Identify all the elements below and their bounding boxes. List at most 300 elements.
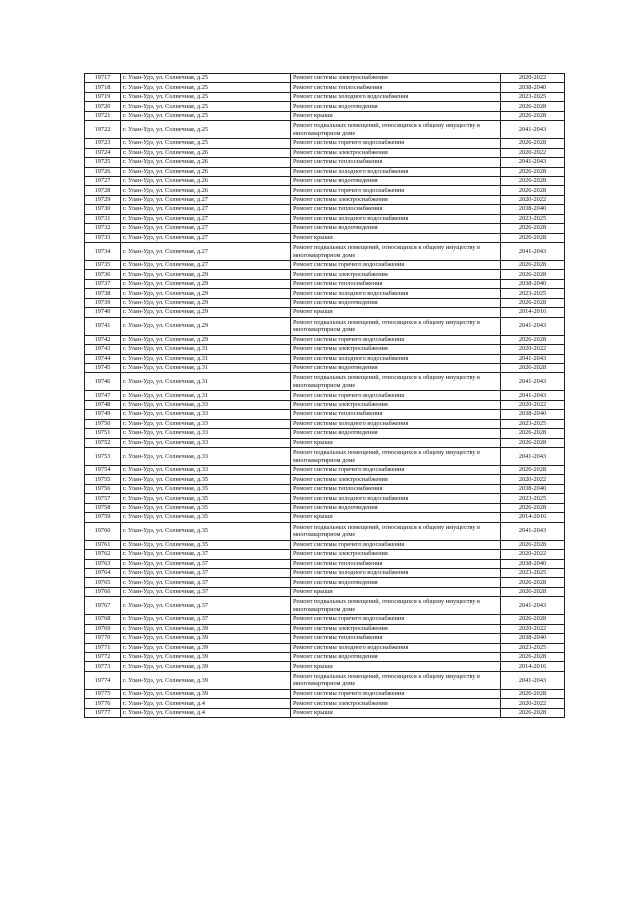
record-id-cell: 19746 [85, 373, 121, 391]
work-type-cell: Ремонт системы электроснабжения [291, 345, 501, 354]
record-id-cell: 19776 [85, 699, 121, 708]
record-id-cell: 19769 [85, 624, 121, 633]
period-cell: 2038-2040 [501, 410, 565, 419]
work-type-cell: Ремонт крыши [291, 587, 501, 596]
address-cell: г. Улан-Удэ, ул. Солнечная, д.37 [121, 559, 291, 568]
address-cell: г. Улан-Удэ, ул. Солнечная, д.39 [121, 662, 291, 671]
table-row [85, 634, 565, 643]
work-type-cell: Ремонт системы водоотведения [291, 578, 501, 587]
period-cell: 2023-2025 [501, 289, 565, 298]
work-type-cell: Ремонт системы холодного водоснабжения [291, 167, 501, 176]
record-id-cell: 19767 [85, 597, 121, 615]
record-id-cell: 19749 [85, 410, 121, 419]
record-id-cell: 19723 [85, 139, 121, 148]
work-type-cell: Ремонт системы теплоснабжения [291, 410, 501, 419]
record-id-cell: 19752 [85, 438, 121, 447]
period-cell: 2041-2043 [501, 391, 565, 400]
table-row [85, 111, 565, 120]
period-cell: 2026-2028 [501, 298, 565, 307]
period-cell: 2023-2025 [501, 494, 565, 503]
work-type-cell: Ремонт подвальных помещений, относящихся к общему имуществу в многоквартирном доме [291, 522, 501, 540]
work-type-cell: Ремонт крыши [291, 662, 501, 671]
record-id-cell: 19772 [85, 653, 121, 662]
record-id-cell: 19726 [85, 167, 121, 176]
table-row [85, 522, 565, 540]
record-id-cell: 19733 [85, 233, 121, 242]
period-cell: 2014-2016 [501, 513, 565, 522]
address-cell: г. Улан-Удэ, ул. Солнечная, д.31 [121, 345, 291, 354]
address-cell: г. Улан-Удэ, ул. Солнечная, д.37 [121, 550, 291, 559]
work-type-cell: Ремонт подвальных помещений, относящихся к общему имуществу в многоквартирном доме [291, 373, 501, 391]
address-cell: г. Улан-Удэ, ул. Солнечная, д.27 [121, 233, 291, 242]
work-type-cell: Ремонт системы теплоснабжения [291, 83, 501, 92]
table-row [85, 289, 565, 298]
record-id-cell: 19764 [85, 568, 121, 577]
table-row [85, 689, 565, 698]
address-cell: г. Улан-Удэ, ул. Солнечная, д.25 [121, 139, 291, 148]
work-type-cell: Ремонт системы холодного водоснабжения [291, 289, 501, 298]
work-type-cell: Ремонт системы теплоснабжения [291, 559, 501, 568]
table-row [85, 224, 565, 233]
table-row [85, 270, 565, 279]
address-cell: г. Улан-Удэ, ул. Солнечная, д.33 [121, 400, 291, 409]
table-row [85, 587, 565, 596]
table-row [85, 317, 565, 335]
period-cell: 2026-2028 [501, 466, 565, 475]
table-row [85, 195, 565, 204]
address-cell: г. Улан-Удэ, ул. Солнечная, д.29 [121, 317, 291, 335]
work-type-cell: Ремонт системы электроснабжения [291, 400, 501, 409]
address-cell: г. Улан-Удэ, ул. Солнечная, д.27 [121, 261, 291, 270]
period-cell: 2038-2040 [501, 559, 565, 568]
record-id-cell: 19757 [85, 494, 121, 503]
work-type-cell: Ремонт системы электроснабжения [291, 624, 501, 633]
period-cell: 2041-2043 [501, 158, 565, 167]
table-row [85, 400, 565, 409]
address-cell: г. Улан-Удэ, ул. Солнечная, д.35 [121, 475, 291, 484]
table-row [85, 419, 565, 428]
table-row [85, 308, 565, 317]
period-cell: 2026-2028 [501, 335, 565, 344]
record-id-cell: 19724 [85, 148, 121, 157]
table-row [85, 410, 565, 419]
period-cell: 2023-2025 [501, 419, 565, 428]
table-row [85, 391, 565, 400]
work-type-cell: Ремонт системы горячего водоснабжения [291, 139, 501, 148]
table-row [85, 494, 565, 503]
table-row [85, 568, 565, 577]
table-body [85, 74, 565, 718]
work-type-cell: Ремонт системы водоотведения [291, 176, 501, 185]
work-type-cell: Ремонт системы холодного водоснабжения [291, 214, 501, 223]
period-cell: 2023-2025 [501, 92, 565, 101]
work-type-cell: Ремонт системы электроснабжения [291, 699, 501, 708]
period-cell: 2020-2022 [501, 624, 565, 633]
work-type-cell: Ремонт системы электроснабжения [291, 148, 501, 157]
table-row [85, 466, 565, 475]
record-id-cell: 19762 [85, 550, 121, 559]
period-cell: 2026-2028 [501, 429, 565, 438]
address-cell: г. Улан-Удэ, ул. Солнечная, д.37 [121, 597, 291, 615]
table-row [85, 83, 565, 92]
address-cell: г. Улан-Удэ, ул. Солнечная, д.39 [121, 689, 291, 698]
period-cell: 2041-2043 [501, 354, 565, 363]
record-id-cell: 19763 [85, 559, 121, 568]
table-row [85, 699, 565, 708]
work-type-cell: Ремонт подвальных помещений, относящихся к общему имуществу в многоквартирном доме [291, 243, 501, 261]
record-id-cell: 19747 [85, 391, 121, 400]
period-cell: 2041-2043 [501, 373, 565, 391]
address-cell: г. Улан-Удэ, ул. Солнечная, д.4 [121, 708, 291, 717]
period-cell: 2014-2016 [501, 308, 565, 317]
period-cell: 2041-2043 [501, 671, 565, 689]
address-cell: г. Улан-Удэ, ул. Солнечная, д.33 [121, 466, 291, 475]
period-cell: 2020-2022 [501, 345, 565, 354]
work-type-cell: Ремонт системы холодного водоснабжения [291, 643, 501, 652]
record-id-cell: 19722 [85, 121, 121, 139]
period-cell: 2026-2028 [501, 176, 565, 185]
work-type-cell: Ремонт крыши [291, 233, 501, 242]
address-cell: г. Улан-Удэ, ул. Солнечная, д.25 [121, 102, 291, 111]
table-row [85, 429, 565, 438]
period-cell: 2041-2043 [501, 522, 565, 540]
address-cell: г. Улан-Удэ, ул. Солнечная, д.25 [121, 111, 291, 120]
table-row [85, 671, 565, 689]
work-type-cell: Ремонт системы водоотведения [291, 224, 501, 233]
address-cell: г. Улан-Удэ, ул. Солнечная, д.39 [121, 634, 291, 643]
period-cell: 2023-2025 [501, 214, 565, 223]
address-cell: г. Улан-Удэ, ул. Солнечная, д.31 [121, 354, 291, 363]
period-cell: 2020-2022 [501, 148, 565, 157]
period-cell: 2020-2022 [501, 74, 565, 83]
address-cell: г. Улан-Удэ, ул. Солнечная, д.25 [121, 74, 291, 83]
record-id-cell: 19765 [85, 578, 121, 587]
record-id-cell: 19736 [85, 270, 121, 279]
table-row [85, 438, 565, 447]
address-cell: г. Улан-Удэ, ул. Солнечная, д.35 [121, 540, 291, 549]
work-type-cell: Ремонт системы теплоснабжения [291, 484, 501, 493]
address-cell: г. Улан-Удэ, ул. Солнечная, д.39 [121, 653, 291, 662]
table-row [85, 354, 565, 363]
record-id-cell: 19732 [85, 224, 121, 233]
address-cell: г. Улан-Удэ, ул. Солнечная, д.26 [121, 148, 291, 157]
period-cell: 2026-2028 [501, 708, 565, 717]
record-id-cell: 19743 [85, 345, 121, 354]
work-type-cell: Ремонт системы электроснабжения [291, 550, 501, 559]
table-row [85, 214, 565, 223]
work-type-cell: Ремонт системы горячего водоснабжения [291, 615, 501, 624]
work-type-cell: Ремонт подвальных помещений, относящихся к общему имуществу в многоквартирном доме [291, 597, 501, 615]
record-id-cell: 19773 [85, 662, 121, 671]
period-cell: 2026-2028 [501, 363, 565, 372]
work-type-cell: Ремонт системы горячего водоснабжения [291, 261, 501, 270]
record-id-cell: 19727 [85, 176, 121, 185]
address-cell: г. Улан-Удэ, ул. Солнечная, д.37 [121, 615, 291, 624]
address-cell: г. Улан-Удэ, ул. Солнечная, д.31 [121, 363, 291, 372]
table-row [85, 559, 565, 568]
work-type-cell: Ремонт крыши [291, 438, 501, 447]
record-id-cell: 19771 [85, 643, 121, 652]
table-row [85, 233, 565, 242]
record-id-cell: 19750 [85, 419, 121, 428]
period-cell: 2026-2028 [501, 270, 565, 279]
record-id-cell: 19768 [85, 615, 121, 624]
work-type-cell: Ремонт подвальных помещений, относящихся к общему имуществу в многоквартирном доме [291, 121, 501, 139]
table-row [85, 102, 565, 111]
period-cell: 2014-2016 [501, 662, 565, 671]
table-row [85, 167, 565, 176]
address-cell: г. Улан-Удэ, ул. Солнечная, д.37 [121, 587, 291, 596]
work-type-cell: Ремонт системы электроснабжения [291, 74, 501, 83]
period-cell: 2026-2028 [501, 102, 565, 111]
period-cell: 2020-2022 [501, 400, 565, 409]
work-type-cell: Ремонт системы водоотведения [291, 503, 501, 512]
work-type-cell: Ремонт крыши [291, 708, 501, 717]
table-row [85, 615, 565, 624]
record-id-cell: 19745 [85, 363, 121, 372]
address-cell: г. Улан-Удэ, ул. Солнечная, д.35 [121, 494, 291, 503]
table-row [85, 597, 565, 615]
table-row [85, 335, 565, 344]
record-id-cell: 19737 [85, 279, 121, 288]
repair-schedule-table [84, 73, 565, 718]
record-id-cell: 19748 [85, 400, 121, 409]
table-row [85, 139, 565, 148]
table-row [85, 475, 565, 484]
record-id-cell: 19777 [85, 708, 121, 717]
work-type-cell: Ремонт крыши [291, 111, 501, 120]
period-cell: 2026-2028 [501, 111, 565, 120]
table-row [85, 653, 565, 662]
record-id-cell: 19739 [85, 298, 121, 307]
address-cell: г. Улан-Удэ, ул. Солнечная, д.35 [121, 522, 291, 540]
address-cell: г. Улан-Удэ, ул. Солнечная, д.27 [121, 195, 291, 204]
record-id-cell: 19761 [85, 540, 121, 549]
period-cell: 2026-2028 [501, 578, 565, 587]
table-row [85, 708, 565, 717]
record-id-cell: 19728 [85, 186, 121, 195]
work-type-cell: Ремонт системы водоотведения [291, 653, 501, 662]
period-cell: 2026-2028 [501, 186, 565, 195]
table-row [85, 373, 565, 391]
record-id-cell: 19759 [85, 513, 121, 522]
address-cell: г. Улан-Удэ, ул. Солнечная, д.25 [121, 92, 291, 101]
table-row [85, 148, 565, 157]
period-cell: 2020-2022 [501, 550, 565, 559]
record-id-cell: 19718 [85, 83, 121, 92]
address-cell: г. Улан-Удэ, ул. Солнечная, д.29 [121, 308, 291, 317]
record-id-cell: 19756 [85, 484, 121, 493]
address-cell: г. Улан-Удэ, ул. Солнечная, д.27 [121, 205, 291, 214]
table-row [85, 298, 565, 307]
address-cell: г. Улан-Удэ, ул. Солнечная, д.39 [121, 624, 291, 633]
address-cell: г. Улан-Удэ, ул. Солнечная, д.37 [121, 578, 291, 587]
work-type-cell: Ремонт системы холодного водоснабжения [291, 494, 501, 503]
work-type-cell: Ремонт системы горячего водоснабжения [291, 466, 501, 475]
table-row [85, 243, 565, 261]
work-type-cell: Ремонт системы теплоснабжения [291, 205, 501, 214]
period-cell: 2026-2028 [501, 587, 565, 596]
period-cell: 2041-2043 [501, 121, 565, 139]
work-type-cell: Ремонт крыши [291, 513, 501, 522]
address-cell: г. Улан-Удэ, ул. Солнечная, д.25 [121, 121, 291, 139]
table-row [85, 363, 565, 372]
table-row [85, 503, 565, 512]
address-cell: г. Улан-Удэ, ул. Солнечная, д.29 [121, 270, 291, 279]
record-id-cell: 19753 [85, 448, 121, 466]
period-cell: 2038-2040 [501, 634, 565, 643]
work-type-cell: Ремонт подвальных помещений, относящихся к общему имуществу в многоквартирном доме [291, 317, 501, 335]
work-type-cell: Ремонт подвальных помещений, относящихся к общему имуществу в многоквартирном доме [291, 671, 501, 689]
period-cell: 2026-2028 [501, 689, 565, 698]
record-id-cell: 19774 [85, 671, 121, 689]
address-cell: г. Улан-Удэ, ул. Солнечная, д.29 [121, 289, 291, 298]
record-id-cell: 19770 [85, 634, 121, 643]
period-cell: 2026-2028 [501, 224, 565, 233]
record-id-cell: 19730 [85, 205, 121, 214]
record-id-cell: 19742 [85, 335, 121, 344]
address-cell: г. Улан-Удэ, ул. Солнечная, д.35 [121, 513, 291, 522]
record-id-cell: 19719 [85, 92, 121, 101]
period-cell: 2026-2028 [501, 167, 565, 176]
address-cell: г. Улан-Удэ, ул. Солнечная, д.29 [121, 279, 291, 288]
table-row [85, 205, 565, 214]
record-id-cell: 19740 [85, 308, 121, 317]
work-type-cell: Ремонт системы горячего водоснабжения [291, 689, 501, 698]
period-cell: 2041-2043 [501, 448, 565, 466]
work-type-cell: Ремонт системы электроснабжения [291, 270, 501, 279]
period-cell: 2020-2022 [501, 475, 565, 484]
address-cell: г. Улан-Удэ, ул. Солнечная, д.35 [121, 484, 291, 493]
period-cell: 2038-2040 [501, 279, 565, 288]
record-id-cell: 19725 [85, 158, 121, 167]
period-cell: 2023-2025 [501, 568, 565, 577]
work-type-cell: Ремонт системы электроснабжения [291, 475, 501, 484]
address-cell: г. Улан-Удэ, ул. Солнечная, д.27 [121, 214, 291, 223]
table-row [85, 74, 565, 83]
record-id-cell: 19720 [85, 102, 121, 111]
work-type-cell: Ремонт системы горячего водоснабжения [291, 391, 501, 400]
address-cell: г. Улан-Удэ, ул. Солнечная, д.29 [121, 335, 291, 344]
record-id-cell: 19741 [85, 317, 121, 335]
address-cell: г. Улан-Удэ, ул. Солнечная, д.26 [121, 176, 291, 185]
record-id-cell: 19760 [85, 522, 121, 540]
period-cell: 2026-2028 [501, 139, 565, 148]
address-cell: г. Улан-Удэ, ул. Солнечная, д.37 [121, 568, 291, 577]
record-id-cell: 19751 [85, 429, 121, 438]
table-row [85, 540, 565, 549]
period-cell: 2020-2022 [501, 195, 565, 204]
table-row [85, 279, 565, 288]
record-id-cell: 19735 [85, 261, 121, 270]
table-row [85, 345, 565, 354]
record-id-cell: 19766 [85, 587, 121, 596]
address-cell: г. Улан-Удэ, ул. Солнечная, д.33 [121, 438, 291, 447]
work-type-cell: Ремонт системы теплоснабжения [291, 279, 501, 288]
address-cell: г. Улан-Удэ, ул. Солнечная, д.26 [121, 167, 291, 176]
address-cell: г. Улан-Удэ, ул. Солнечная, д.26 [121, 158, 291, 167]
address-cell: г. Улан-Удэ, ул. Солнечная, д.39 [121, 643, 291, 652]
table-row [85, 643, 565, 652]
work-type-cell: Ремонт системы горячего водоснабжения [291, 186, 501, 195]
address-cell: г. Улан-Удэ, ул. Солнечная, д.33 [121, 429, 291, 438]
period-cell: 2026-2028 [501, 503, 565, 512]
address-cell: г. Улан-Удэ, ул. Солнечная, д.27 [121, 224, 291, 233]
table-row [85, 92, 565, 101]
period-cell: 2023-2025 [501, 643, 565, 652]
record-id-cell: 19721 [85, 111, 121, 120]
period-cell: 2026-2028 [501, 261, 565, 270]
work-type-cell: Ремонт системы водоотведения [291, 429, 501, 438]
period-cell: 2026-2028 [501, 233, 565, 242]
period-cell: 2038-2040 [501, 83, 565, 92]
table-row [85, 176, 565, 185]
record-id-cell: 19744 [85, 354, 121, 363]
table-row [85, 550, 565, 559]
record-id-cell: 19717 [85, 74, 121, 83]
record-id-cell: 19755 [85, 475, 121, 484]
record-id-cell: 19731 [85, 214, 121, 223]
work-type-cell: Ремонт системы холодного водоснабжения [291, 354, 501, 363]
work-type-cell: Ремонт системы теплоснабжения [291, 634, 501, 643]
table-row [85, 662, 565, 671]
address-cell: г. Улан-Удэ, ул. Солнечная, д.26 [121, 186, 291, 195]
work-type-cell: Ремонт системы водоотведения [291, 363, 501, 372]
table-row [85, 513, 565, 522]
work-type-cell: Ремонт крыши [291, 308, 501, 317]
period-cell: 2041-2043 [501, 317, 565, 335]
period-cell: 2026-2028 [501, 615, 565, 624]
work-type-cell: Ремонт системы холодного водоснабжения [291, 92, 501, 101]
record-id-cell: 19729 [85, 195, 121, 204]
address-cell: г. Улан-Удэ, ул. Солнечная, д.33 [121, 410, 291, 419]
table-row [85, 186, 565, 195]
address-cell: г. Улан-Удэ, ул. Солнечная, д.31 [121, 391, 291, 400]
table-row [85, 121, 565, 139]
period-cell: 2026-2028 [501, 653, 565, 662]
address-cell: г. Улан-Удэ, ул. Солнечная, д.27 [121, 243, 291, 261]
address-cell: г. Улан-Удэ, ул. Солнечная, д.29 [121, 298, 291, 307]
address-cell: г. Улан-Удэ, ул. Солнечная, д.31 [121, 373, 291, 391]
work-type-cell: Ремонт системы теплоснабжения [291, 158, 501, 167]
address-cell: г. Улан-Удэ, ул. Солнечная, д.33 [121, 419, 291, 428]
period-cell: 2026-2028 [501, 438, 565, 447]
record-id-cell: 19734 [85, 243, 121, 261]
table-row [85, 448, 565, 466]
work-type-cell: Ремонт системы холодного водоснабжения [291, 419, 501, 428]
period-cell: 2041-2043 [501, 597, 565, 615]
record-id-cell: 19754 [85, 466, 121, 475]
table-row [85, 158, 565, 167]
work-type-cell: Ремонт системы горячего водоснабжения [291, 540, 501, 549]
address-cell: г. Улан-Удэ, ул. Солнечная, д.4 [121, 699, 291, 708]
table-row [85, 578, 565, 587]
address-cell: г. Улан-Удэ, ул. Солнечная, д.39 [121, 671, 291, 689]
record-id-cell: 19738 [85, 289, 121, 298]
period-cell: 2038-2040 [501, 205, 565, 214]
table-row [85, 261, 565, 270]
work-type-cell: Ремонт подвальных помещений, относящихся к общему имуществу в многоквартирном доме [291, 448, 501, 466]
address-cell: г. Улан-Удэ, ул. Солнечная, д.35 [121, 503, 291, 512]
period-cell: 2041-2043 [501, 243, 565, 261]
work-type-cell: Ремонт системы горячего водоснабжения [291, 335, 501, 344]
work-type-cell: Ремонт системы водоотведения [291, 298, 501, 307]
table-row [85, 624, 565, 633]
work-type-cell: Ремонт системы холодного водоснабжения [291, 568, 501, 577]
work-type-cell: Ремонт системы водоотведения [291, 102, 501, 111]
period-cell: 2038-2040 [501, 484, 565, 493]
address-cell: г. Улан-Удэ, ул. Солнечная, д.33 [121, 448, 291, 466]
